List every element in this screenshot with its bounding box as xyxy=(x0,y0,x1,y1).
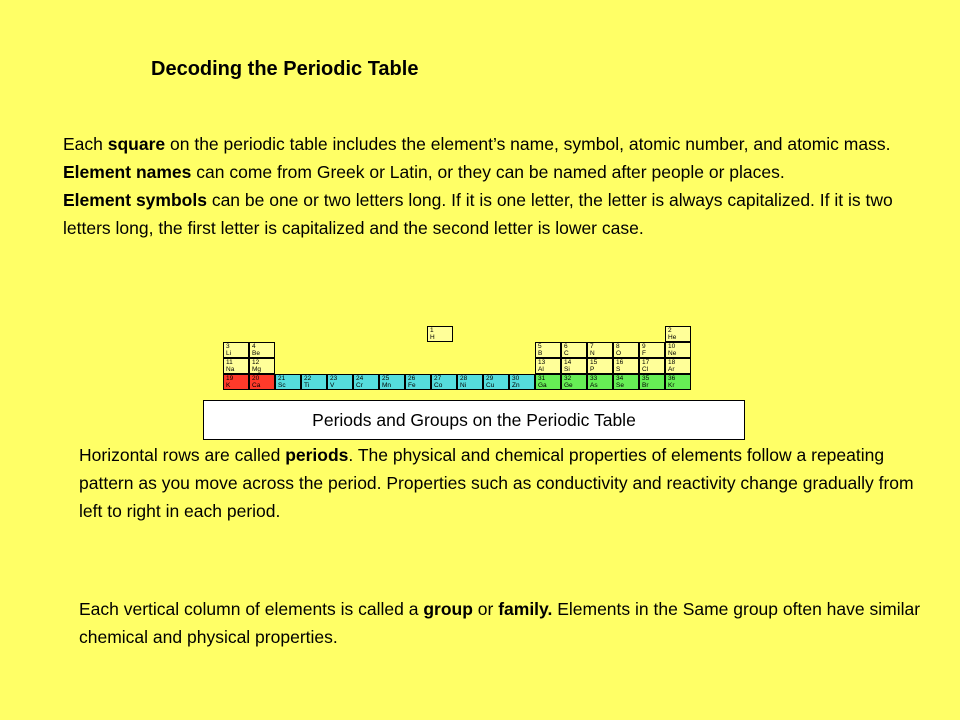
element-symbol: Ar xyxy=(668,366,675,373)
element-symbol: Si xyxy=(564,366,570,373)
element-number: 28 xyxy=(460,375,468,382)
element-symbol: Co xyxy=(434,382,443,389)
element-symbol: Fe xyxy=(408,382,416,389)
element-symbol: C xyxy=(564,350,569,357)
element-number: 30 xyxy=(512,375,520,382)
element-cell-f xyxy=(639,342,665,358)
element-cell-h xyxy=(427,326,453,342)
element-symbol: N xyxy=(590,350,595,357)
paragraph-text-segment: or xyxy=(472,599,499,619)
element-cell-si xyxy=(561,358,587,374)
paragraph-text-segment: Elements in the Same group often have similar chemical and physical properties. xyxy=(79,599,921,647)
element-symbol: Zn xyxy=(512,382,520,389)
element-number: 17 xyxy=(642,359,650,366)
paragraph-text-segment: Each vertical column of elements is called a xyxy=(79,599,424,619)
element-symbol: P xyxy=(590,366,595,373)
element-number: 32 xyxy=(564,375,572,382)
element-number: 6 xyxy=(564,343,568,350)
intro-bold-term: Element names xyxy=(63,162,192,182)
element-number: 24 xyxy=(356,375,364,382)
element-symbol: H xyxy=(430,334,435,341)
element-cell-ni xyxy=(457,374,483,390)
element-cell-fe xyxy=(405,374,431,390)
element-cell-sc xyxy=(275,374,301,390)
element-symbol: V xyxy=(330,382,335,389)
element-number: 5 xyxy=(538,343,542,350)
element-cell-k xyxy=(223,374,249,390)
element-symbol: Cl xyxy=(642,366,649,373)
element-symbol: He xyxy=(668,334,677,341)
element-symbol: Cu xyxy=(486,382,495,389)
element-cell-zn xyxy=(509,374,535,390)
intro-text-segment: on the periodic table includes the element’s name, symbol, atomic number, and atomic mass. xyxy=(165,134,891,154)
intro-names-paragraph xyxy=(63,158,923,186)
intro-bold-term: Element symbols xyxy=(63,190,207,210)
element-cell-ge xyxy=(561,374,587,390)
element-number: 21 xyxy=(278,375,286,382)
element-number: 9 xyxy=(642,343,646,350)
element-number: 7 xyxy=(590,343,594,350)
element-cell-ar xyxy=(665,358,691,374)
element-number: 16 xyxy=(616,359,624,366)
paragraph-bold-term: periods xyxy=(285,445,349,465)
element-cell-v xyxy=(327,374,353,390)
element-symbol: Li xyxy=(226,350,232,357)
element-symbol: K xyxy=(226,382,231,389)
element-cell-ne xyxy=(665,342,691,358)
element-number: 15 xyxy=(590,359,598,366)
element-number: 27 xyxy=(434,375,442,382)
element-number: 23 xyxy=(330,375,338,382)
element-cell-o xyxy=(613,342,639,358)
intro-symbols-paragraph xyxy=(63,186,923,242)
element-cell-al xyxy=(535,358,561,374)
element-cell-cu xyxy=(483,374,509,390)
element-cell-li xyxy=(223,342,249,358)
element-number: 14 xyxy=(564,359,572,366)
paragraph-text-segment: . The physical and chemical properties of elements follow a repeating pattern as you move across the period. Properties such as conductivity and reactivity change gradually from left to right in each period. xyxy=(79,445,914,521)
element-number: 33 xyxy=(590,375,598,382)
element-symbol: B xyxy=(538,350,543,357)
element-symbol: O xyxy=(616,350,622,357)
page-title: Decoding the Periodic Table xyxy=(151,58,419,80)
element-cell-as xyxy=(587,374,613,390)
element-number: 4 xyxy=(252,343,256,350)
element-symbol: Ni xyxy=(460,382,467,389)
paragraph-text-segment: Horizontal rows are called xyxy=(79,445,286,465)
table-caption: Periods and Groups on the Periodic Table xyxy=(203,400,745,440)
element-cell-mn xyxy=(379,374,405,390)
periods-paragraph xyxy=(79,441,924,525)
element-number: 1 xyxy=(430,327,434,334)
element-symbol: F xyxy=(642,350,646,357)
element-cell-kr xyxy=(665,374,691,390)
element-cell-cr xyxy=(353,374,379,390)
element-number: 11 xyxy=(226,359,233,366)
element-cell-cl xyxy=(639,358,665,374)
element-symbol: Be xyxy=(252,350,260,357)
intro-bold-term: square xyxy=(107,134,166,154)
element-symbol: Se xyxy=(616,382,624,389)
element-number: 29 xyxy=(486,375,494,382)
element-cell-co xyxy=(431,374,457,390)
element-number: 3 xyxy=(226,343,230,350)
element-cell-mg xyxy=(249,358,275,374)
element-symbol: Ge xyxy=(564,382,573,389)
element-symbol: Ga xyxy=(538,382,547,389)
element-number: 12 xyxy=(252,359,260,366)
intro-text-segment: can be one or two letters long. If it is one letter, the letter is always capitalized. If it is two letters long, the first letter is capitalized and the second letter is lower case. xyxy=(63,190,893,238)
element-cell-ti xyxy=(301,374,327,390)
element-number: 10 xyxy=(668,343,676,350)
element-number: 2 xyxy=(668,327,672,334)
element-number: 26 xyxy=(408,375,416,382)
element-number: 31 xyxy=(538,375,546,382)
element-cell-n xyxy=(587,342,613,358)
element-number: 13 xyxy=(538,359,546,366)
element-number: 8 xyxy=(616,343,620,350)
element-number: 18 xyxy=(668,359,676,366)
element-cell-be xyxy=(249,342,275,358)
groups-paragraph xyxy=(79,595,924,651)
element-symbol: Cr xyxy=(356,382,363,389)
intro-text-segment: can come from Greek or Latin, or they can be named after people or places. xyxy=(191,162,785,182)
intro-text xyxy=(63,130,923,242)
element-cell-br xyxy=(639,374,665,390)
element-number: 25 xyxy=(382,375,390,382)
intro-square-paragraph xyxy=(63,130,923,158)
element-symbol: S xyxy=(616,366,621,373)
intro-text-segment: Each xyxy=(63,134,108,154)
element-number: 36 xyxy=(668,375,676,382)
element-number: 19 xyxy=(226,375,234,382)
element-symbol: Ca xyxy=(252,382,261,389)
element-cell-he xyxy=(665,326,691,342)
element-cell-c xyxy=(561,342,587,358)
element-symbol: Ti xyxy=(304,382,310,389)
element-cell-ga xyxy=(535,374,561,390)
element-cell-na xyxy=(223,358,249,374)
element-number: 20 xyxy=(252,375,260,382)
element-cell-p xyxy=(587,358,613,374)
element-cell-se xyxy=(613,374,639,390)
element-symbol: Sc xyxy=(278,382,286,389)
element-symbol: Mg xyxy=(252,366,262,373)
element-symbol: Br xyxy=(642,382,649,389)
element-symbol: Al xyxy=(538,366,544,373)
element-symbol: Kr xyxy=(668,382,675,389)
element-cell-b xyxy=(535,342,561,358)
element-symbol: As xyxy=(590,382,598,389)
element-number: 34 xyxy=(616,375,624,382)
paragraph-bold-term: family. xyxy=(498,599,553,619)
element-symbol: Ne xyxy=(668,350,677,357)
element-symbol: Mn xyxy=(382,382,392,389)
element-symbol: Na xyxy=(226,366,235,373)
element-cell-ca xyxy=(249,374,275,390)
periodic-table-image xyxy=(223,326,709,390)
element-number: 35 xyxy=(642,375,650,382)
element-cell-s xyxy=(613,358,639,374)
element-number: 22 xyxy=(304,375,312,382)
paragraph-bold-term: group xyxy=(423,599,473,619)
